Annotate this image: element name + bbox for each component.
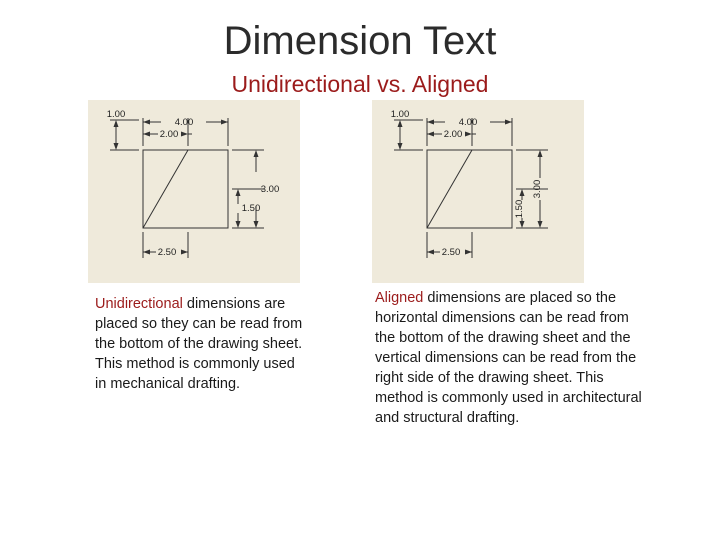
caption-unidirectional-body: dimensions are placed so they can be read from the bottom of the drawing sheet. This method is commonly used in mechanical drafting. xyxy=(95,296,303,392)
svg-text:1.50: 1.50 xyxy=(514,199,525,219)
svg-text:2.00: 2.00 xyxy=(159,129,179,140)
svg-text:4.00: 4.00 xyxy=(174,117,194,128)
svg-text:3.00: 3.00 xyxy=(260,184,280,195)
svg-text:1.00: 1.00 xyxy=(390,109,410,120)
svg-text:1.00: 1.00 xyxy=(106,109,126,120)
svg-text:3.00: 3.00 xyxy=(532,179,543,199)
caption-aligned xyxy=(375,288,650,428)
svg-text:2.50: 2.50 xyxy=(441,247,461,258)
caption-aligned-body: dimensions are placed so the horizontal dimensions can be read from the bottom of the drawing sheet and the vertical dimensions can be read from the right side of the drawing sheet. This method is commonly used in architectural and structural drafting. xyxy=(375,290,642,426)
svg-text:2.00: 2.00 xyxy=(443,129,463,140)
svg-text:4.00: 4.00 xyxy=(458,117,478,128)
caption-unidirectional-lead: Unidirectional xyxy=(95,296,183,312)
page-subtitle: Unidirectional vs. Aligned xyxy=(231,71,489,97)
aligned-dimension-drawing xyxy=(372,100,584,283)
page-title: Dimension Text xyxy=(223,19,497,63)
caption-aligned-lead: Aligned xyxy=(375,290,424,306)
svg-text:1.50: 1.50 xyxy=(241,203,261,214)
unidirectional-dimension-drawing xyxy=(88,100,300,283)
svg-text:2.50: 2.50 xyxy=(157,247,177,258)
caption-unidirectional xyxy=(95,294,305,394)
